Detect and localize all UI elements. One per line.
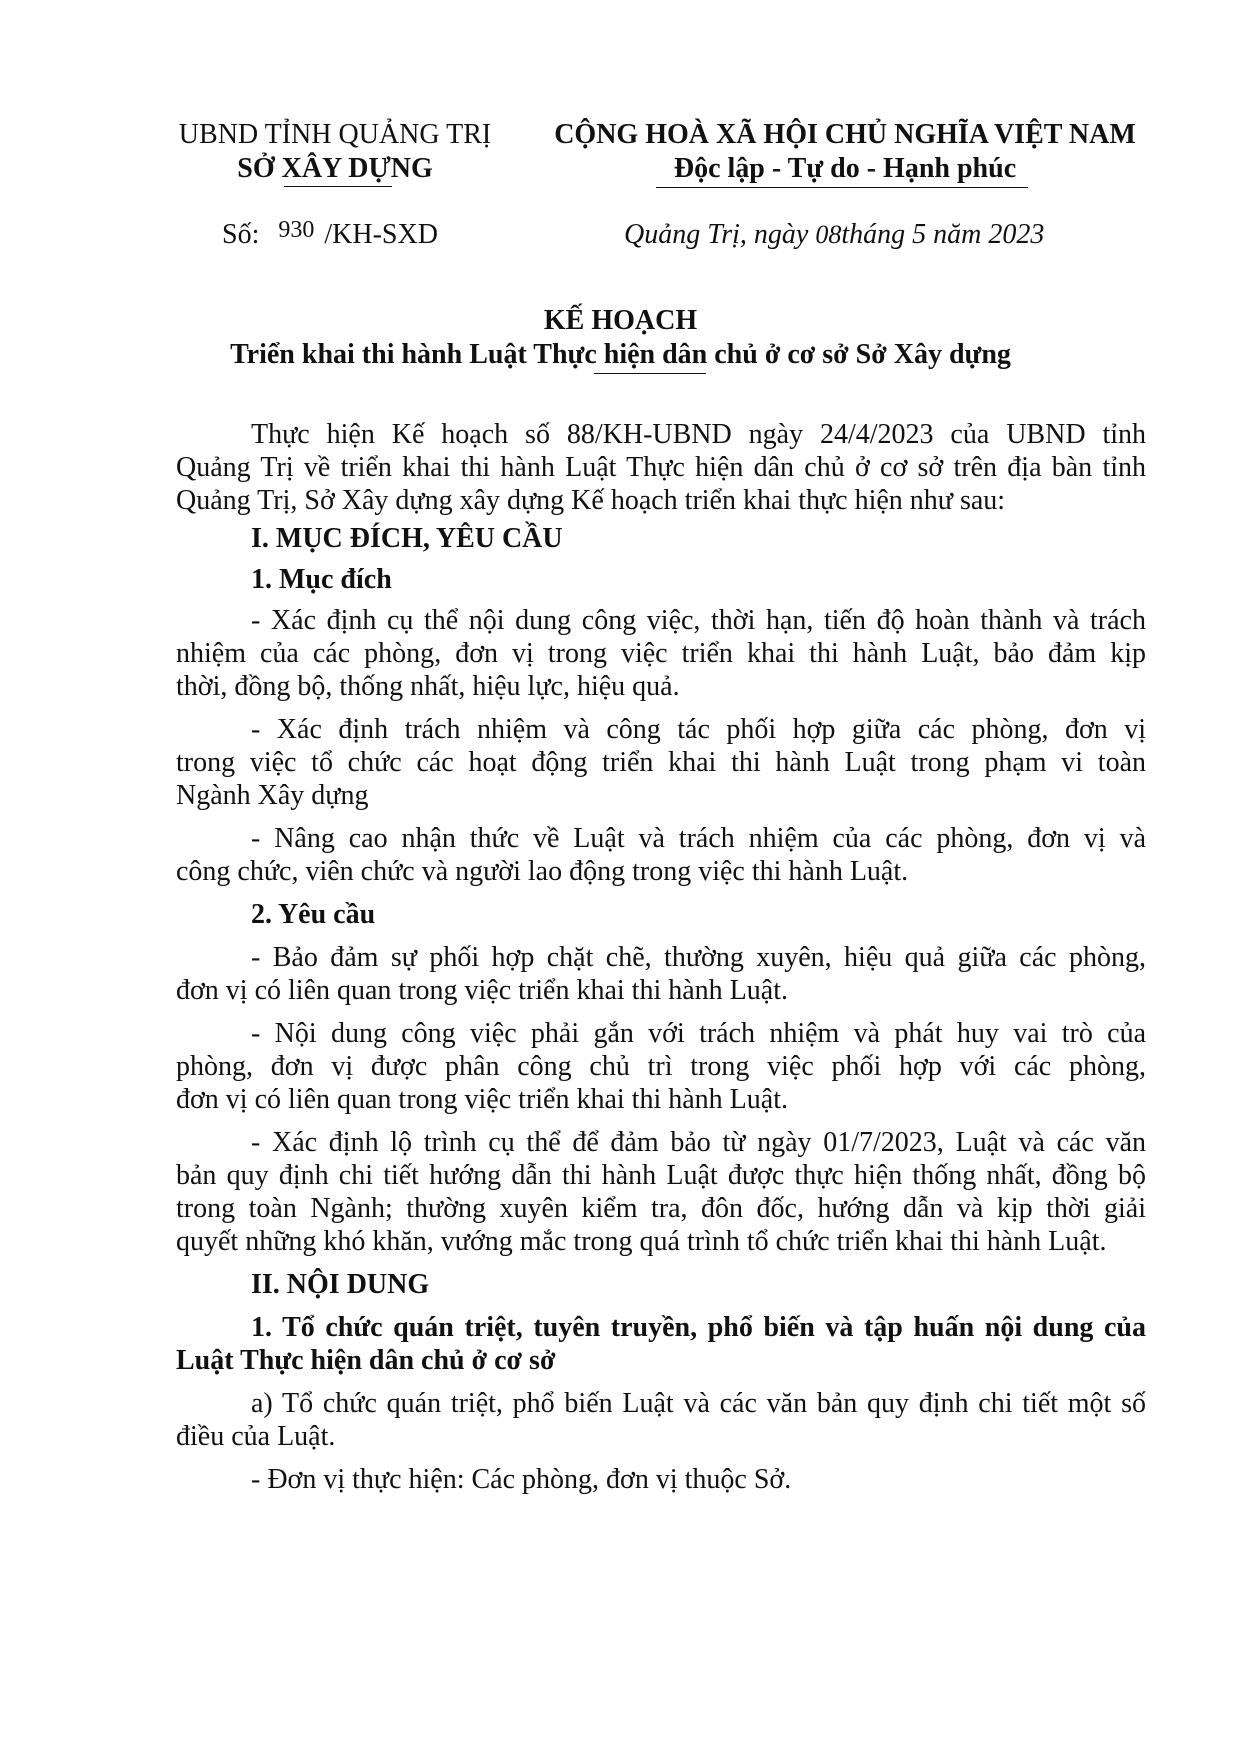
number-label: Số: [222,219,260,250]
intro-paragraph: Thực hiện Kế hoạch số 88/KH-UBND ngày 24/4/2023 của UBND tỉnh Quảng Trị về triển khai thi hành Luật Thực hiện dân chủ ở cơ sở trên địa bàn tỉnh Quảng Trị, Sở Xây dựng xây dựng Kế hoạch triển khai thực hiện như sau: [176,419,1146,516]
section-1-heading: I. MỤC ĐÍCH, YÊU CẦU [251,523,563,554]
section-2-heading: II. NỘI DUNG [251,1269,430,1300]
paragraph-purpose-2: - Xác định trách nhiệm và công tác phối hợp giữa các phòng, đơn vị trong việc tổ chức các hoạt động triển khai thi hành Luật trong phạm vi toàn Ngành Xây dựng [176,714,1146,811]
date-prefix: Quảng Trị, ngày [624,219,809,250]
paragraph-requirement-1: - Bảo đảm sự phối hợp chặt chẽ, thường xuyên, hiệu quả giữa các phòng, đơn vị có liên quan trong việc triển khai thi hành Luật. [176,942,1146,1006]
paragraph-implementer: - Đơn vị thực hiện: Các phòng, đơn vị thuộc Sở. [251,1464,792,1495]
number-value: 930 [278,217,315,243]
agency-name: UBND TỈNH QUẢNG TRỊ [178,119,492,150]
document-body [176,418,1146,1496]
motto-underline [656,187,1028,188]
section-1-2-heading: 2. Yêu cầu [251,899,376,930]
document-title: KẾ HOẠCH [543,305,698,336]
document-subtitle: Triển khai thi hành Luật Thực hiện dân chủ ở cơ sở Sở Xây dựng [230,339,1011,370]
date-suffix: tháng 5 năm 2023 [841,219,1045,250]
department-underline [284,186,392,187]
subtitle-underline [594,373,706,374]
document-number [222,218,438,253]
section-2-1-heading: 1. Tổ chức quán triệt, tuyên truyền, phổ biến và tập huấn nội dung của Luật Thực hiện dân chủ ở cơ sở [176,1312,1146,1376]
paragraph-purpose-1: - Xác định cụ thể nội dung công việc, thời hạn, tiến độ hoàn thành và trách nhiệm của các phòng, đơn vị trong việc triển khai thi hành Luật, bảo đảm kịp thời, đồng bộ, thống nhất, hiệu lực, hiệu quả. [176,605,1146,702]
section-1-1-heading: 1. Mục đích [251,564,392,595]
paragraph-requirement-2: - Nội dung công việc phải gắn với trách nhiệm và phát huy vai trò của phòng, đơn vị được phân công chủ trì trong việc phối hợp với các phòng, đơn vị có liên quan trong việc triển khai thi hành Luật. [176,1018,1146,1115]
national-motto: Độc lập - Tự do - Hạnh phúc [673,153,1017,184]
number-suffix: /KH-SXD [324,219,438,250]
date-day: 08 [815,220,842,249]
national-title: CỘNG HOÀ XÃ HỘI CHỦ NGHĨA VIỆT NAM [554,119,1136,150]
issue-date [624,218,1044,252]
paragraph-item-a: a) Tổ chức quán triệt, phổ biến Luật và các văn bản quy định chi tiết một số điều của Luật. [176,1388,1146,1452]
paragraph-requirement-3: - Xác định lộ trình cụ thể để đảm bảo từ ngày 01/7/2023, Luật và các văn bản quy định chi tiết hướng dẫn thi hành Luật được thực hiện thống nhất, đồng bộ trong toàn Ngành; thường xuyên kiểm tra, đôn đốc, hướng dẫn và kịp thời giải quyết những khó khăn, vướng mắc trong quá trình tổ chức triển khai thi hành Luật. [176,1127,1146,1257]
department-name: SỞ XÂY DỰNG [237,153,433,184]
paragraph-purpose-3: - Nâng cao nhận thức về Luật và trách nhiệm của các phòng, đơn vị và công chức, viên chức và người lao động trong việc thi hành Luật. [176,823,1146,887]
